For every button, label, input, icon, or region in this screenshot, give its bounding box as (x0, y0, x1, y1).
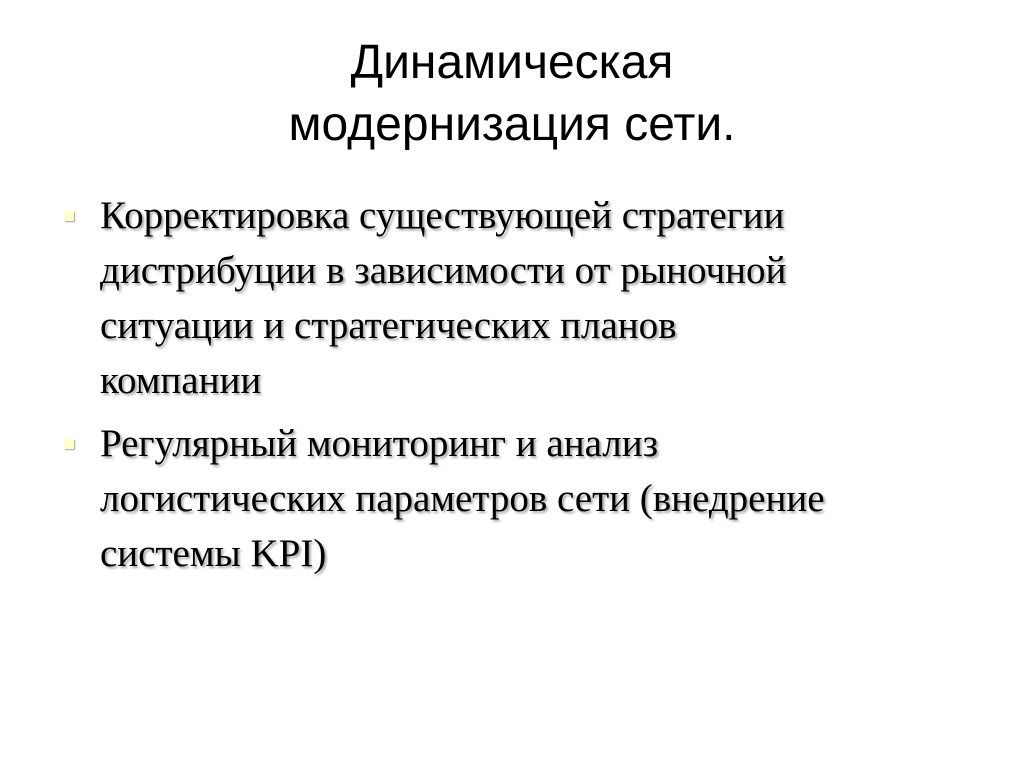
square-bullet-icon (64, 439, 74, 449)
bullet-2-line-3: системы KPI) (100, 532, 327, 575)
bullet-item-2 (58, 416, 958, 581)
bullet-1-line-1: Корректировка существующей стратегии (100, 194, 785, 237)
bullet-2-line-1: Регулярный мониторинг и анализ (100, 422, 658, 465)
slide-title-line-2: модернизация сети. (288, 98, 736, 151)
bullet-1-line-2: дистрибуции в зависимости от рыночной (100, 249, 787, 292)
bullet-list (58, 188, 958, 589)
bullet-item-1 (58, 188, 958, 408)
bullet-2-line-2: логистических параметров сети (внедрение (100, 477, 825, 520)
bullet-1-line-4: компании (100, 359, 262, 402)
bullet-text-2 (100, 416, 958, 581)
bullet-text-1 (100, 188, 958, 408)
slide-title-line-1: Динамическая (350, 36, 674, 89)
bullet-1-line-3: ситуации и стратегических планов (100, 304, 677, 347)
square-bullet-icon (64, 211, 74, 221)
slide-title (0, 32, 1024, 156)
